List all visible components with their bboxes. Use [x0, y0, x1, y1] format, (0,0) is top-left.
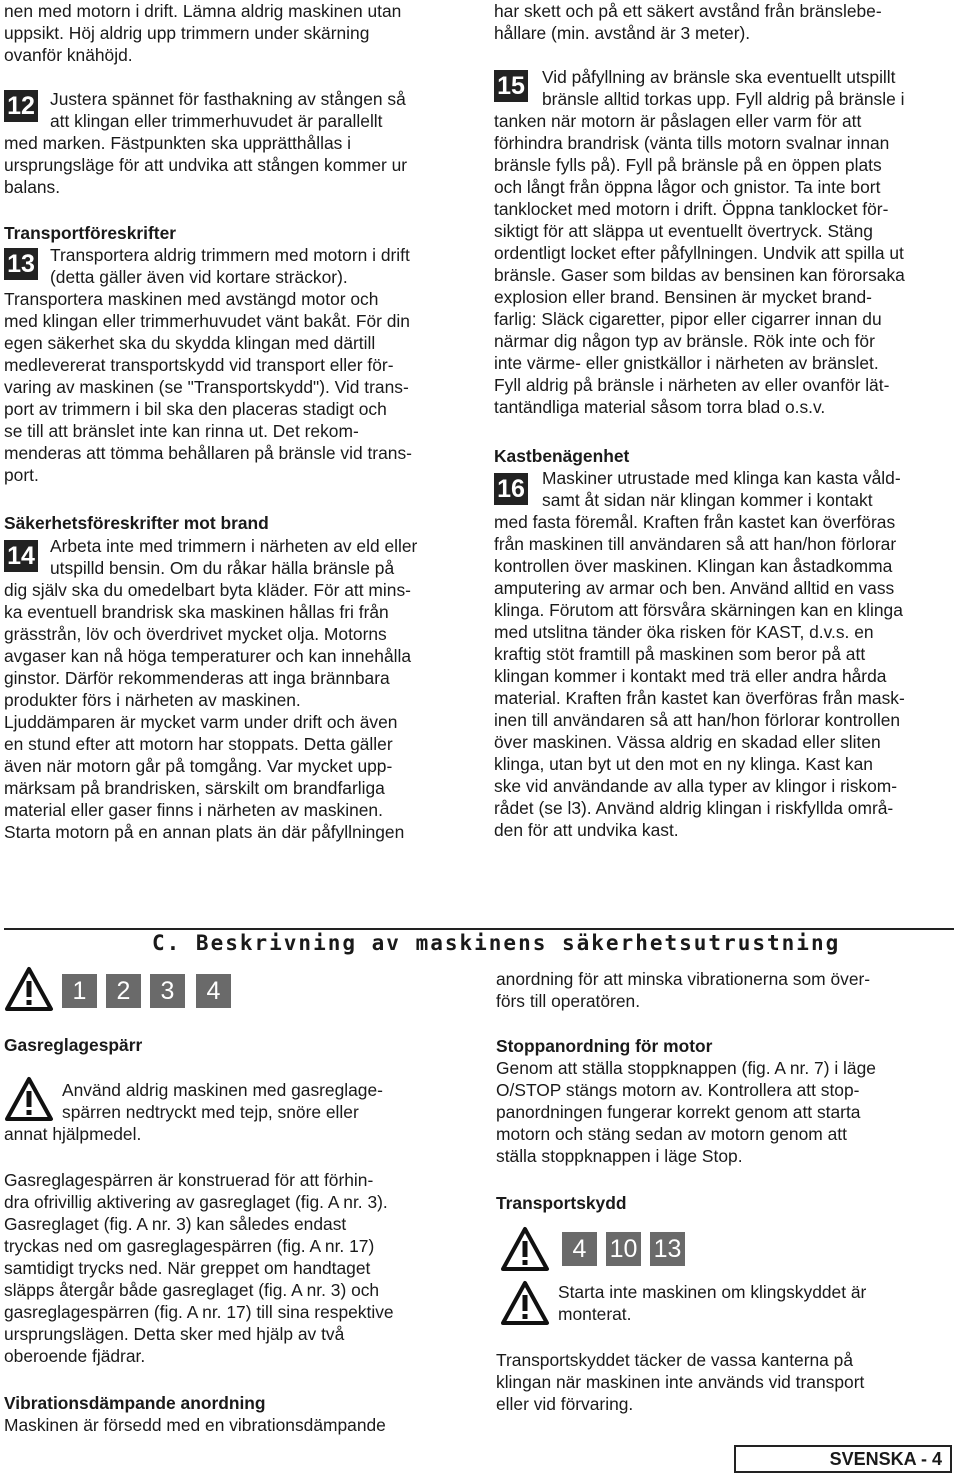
reference-box: 10	[606, 1232, 641, 1266]
reference-box: 4	[196, 974, 231, 1008]
text-line: med klingan eller trimmerhuvudet vänt bakåt. För din	[4, 311, 410, 331]
text-line: se till att bränslet inte kan rinna ut. Det rekom-	[4, 421, 359, 441]
text-line: Starta motorn på en annan plats än där påfyllningen	[4, 822, 405, 842]
text-line: motorn och stäng sedan av motorn genom att	[496, 1124, 847, 1144]
text-line: har skett och på ett säkert avstånd från bränslebe-	[494, 1, 882, 21]
text-line: port av trimmern i bil ska den placeras stadigt och	[4, 399, 387, 419]
text-line: oberoende fjädrar.	[4, 1346, 146, 1366]
text-line: Vid påfyllning av bränsle ska eventuellt utspillt	[542, 67, 896, 87]
text-line: Starta inte maskinen om klingskyddet är	[558, 1282, 867, 1302]
text-line: den för att undvika kast.	[494, 820, 679, 840]
text-line: Använd aldrig maskinen med gasreglage-	[62, 1080, 383, 1100]
text-line: bränsle. Gaser som bildas av bensinen kan förorsaka	[494, 265, 905, 285]
section-heading: Vibrationsdämpande anordning	[4, 1393, 266, 1413]
text-line: märksam på brandrisken, särskilt om brandfarliga	[4, 778, 385, 798]
text-line: panordningen fungerar korrekt genom att starta	[496, 1102, 861, 1122]
right-lower-column	[496, 968, 956, 1438]
text-line: produkter förs i närheten av maskinen.	[4, 690, 301, 710]
text-line: grässtrån, löv och överdrivet mycket olja. Motorns	[4, 624, 387, 644]
reference-box: 2	[106, 974, 141, 1008]
text-line: (detta gäller även vid kortare sträckor).	[50, 267, 348, 287]
text-line: att klingan eller trimmerhuvudet är parallellt	[50, 111, 383, 131]
section-title: C. Beskrivning av maskinens säkerhetsutrustning	[152, 931, 841, 955]
text-line: Maskinen är försedd med en vibrationsdämpande	[4, 1415, 386, 1435]
text-line: Fyll aldrig på bränsle i närheten av eller ovanför lät-	[494, 375, 890, 395]
text-line: tryckas ned om gasreglagespärren (fig. A nr. 17)	[4, 1236, 375, 1256]
text-line: Transportera aldrig trimmern med motorn i drift	[50, 245, 410, 265]
text-line: uppsikt. Höj aldrig upp trimmern under skärning	[4, 23, 370, 43]
text-line: Transportskyddet täcker de vassa kanterna på	[496, 1350, 854, 1370]
text-line: amputering av armar och ben. Använd alltid en vass	[494, 578, 895, 598]
text-line: anordning för att minska vibrationerna som över-	[496, 969, 871, 989]
text-line: nen med motorn i drift. Lämna aldrig maskinen utan	[4, 1, 402, 21]
text-line: släpps återgår både gasreglaget (fig. A nr. 3) och	[4, 1280, 380, 1300]
text-line: rådet (se l3). Använd aldrig klingan i riskfyllda områ-	[494, 798, 894, 818]
section-heading: Gasreglagespärr	[4, 1035, 143, 1055]
text-line: egen säkerhet ska du skydda klingan med därtill	[4, 333, 376, 353]
text-line: Genom att ställa stoppknappen (fig. A nr. 7) i läge	[496, 1058, 876, 1078]
item-number-badge: 12	[4, 90, 38, 122]
text-line: kraftig stöt framtill på maskinen som beror på att	[494, 644, 866, 664]
text-line: inte värme- eller gnistkällor i närheten av bränslet.	[494, 353, 879, 373]
text-line: tantändliga material såsom torra blad o.s.v.	[494, 397, 826, 417]
text-line: ka eventuell brandrisk ska maskinen hållas fri från	[4, 602, 389, 622]
text-line: klinga, utan byt ut den mot en ny klinga. Kast kan	[494, 754, 873, 774]
text-line: bränsle alltid torkas upp. Fyll aldrig på bränsle i	[542, 89, 905, 109]
section-heading: Transportföreskrifter	[4, 223, 177, 243]
item-number-badge: 13	[4, 248, 38, 280]
text-line: Gasreglagespärren är konstruerad för att förhin-	[4, 1170, 374, 1190]
text-line: klingan kommer i kontakt med trä eller andra hårda	[494, 666, 887, 686]
text-line: utspilld bensin. Om du råkar hälla bränsle på	[50, 558, 395, 578]
text-line: Maskiner utrustade med klinga kan kasta våld-	[542, 468, 901, 488]
text-line: Justera spännet för fasthakning av stången så	[50, 89, 406, 109]
warning-triangle-icon	[4, 1076, 54, 1122]
text-line: ordentligt locket efter påfyllningen. Undvik att spilla ut	[494, 243, 904, 263]
text-line: Gasreglaget (fig. A nr. 3) kan således endast	[4, 1214, 347, 1234]
text-line: Transportera maskinen med avstängd motor och	[4, 289, 379, 309]
item-number-badge: 16	[494, 473, 528, 505]
text-line: annat hjälpmedel.	[4, 1124, 142, 1144]
text-line: med marken. Fästpunkten ska upprätthållas i	[4, 133, 352, 153]
section-heading: Stoppanordning för motor	[496, 1036, 713, 1056]
text-line: ginstor. Därför rekommenderas att inga brännbara	[4, 668, 390, 688]
text-line: material. Kraften från kastet kan överföras från mask-	[494, 688, 905, 708]
text-line: Arbeta inte med trimmern i närheten av eld eller	[50, 536, 418, 556]
text-line: dig själv ska du omedelbart byta kläder. För att mins-	[4, 580, 411, 600]
text-line: hållare (min. avstånd är 3 meter).	[494, 23, 751, 43]
text-line: från maskinen till användaren så att han/hon förlorar	[494, 534, 897, 554]
section-heading: Kastbenägenhet	[494, 446, 630, 466]
reference-box: 3	[150, 974, 185, 1008]
text-line: farlig: Släck cigaretter, pipor eller cigarrer innan du	[494, 309, 882, 329]
text-line: port.	[4, 465, 39, 485]
text-line: varing av maskinen (se "Transportskydd"). Vid trans-	[4, 377, 409, 397]
text-line: ursprungsläge för att undvika att stången kommer ur	[4, 155, 408, 175]
reference-box: 4	[562, 1232, 597, 1266]
section-heading: Säkerhetsföreskrifter mot brand	[4, 513, 269, 533]
text-line: O/STOP stängs motorn av. Kontrollera att stop-	[496, 1080, 860, 1100]
text-line: även när motorn går på tomgång. Var mycket upp-	[4, 756, 393, 776]
text-line: spärren nedtryckt med tejp, snöre eller	[62, 1102, 359, 1122]
warning-triangle-icon	[500, 1280, 550, 1326]
text-line: en stund efter att motorn har stoppats. Detta gäller	[4, 734, 393, 754]
text-line: explosion eller brand. Bensinen är mycket brand-	[494, 287, 872, 307]
right-column	[494, 0, 956, 860]
left-lower-column	[4, 1034, 474, 1446]
text-line: ske vid användande av alla typer av klingor i riskom-	[494, 776, 898, 796]
text-line: menderas att tömma behållaren på bränsle vid trans-	[4, 443, 412, 463]
text-line: dra ofrivillig aktivering av gasreglaget (fig. A nr. 3).	[4, 1192, 388, 1212]
text-line: siktigt för att släppa ut eventuellt övertryck. Stäng	[494, 221, 873, 241]
text-line: med utslitna tänder öka risken för KAST, d.v.s. en	[494, 622, 874, 642]
item-number-badge: 15	[494, 70, 528, 102]
text-line: balans.	[4, 177, 61, 197]
warning-triangle-icon	[500, 1226, 550, 1272]
reference-box: 1	[62, 974, 97, 1008]
text-line: medlevererat transportskydd vid transport eller för-	[4, 355, 394, 375]
text-line: eller vid förvaring.	[496, 1394, 634, 1414]
reference-box: 13	[650, 1232, 685, 1266]
section-heading: Transportskydd	[496, 1193, 627, 1213]
text-line: Ljuddämparen är mycket varm under drift och även	[4, 712, 398, 732]
text-line: klingan när maskinen inte används vid transport	[496, 1372, 865, 1392]
text-line: kontrollen över maskinen. Klingan kan åstadkomma	[494, 556, 893, 576]
text-line: gasreglagespärren (fig. A nr. 17) till sina respektive	[4, 1302, 394, 1322]
text-line: avgaser kan nå höga temperaturer och kan innehålla	[4, 646, 412, 666]
text-line: monterat.	[558, 1304, 632, 1324]
text-line: samtidigt trycks ned. När greppet om handtaget	[4, 1258, 371, 1278]
text-line: ursprungslägen. Detta sker med hjälp av två	[4, 1324, 345, 1344]
text-line: tanken när motorn är påslagen eller varm för att	[494, 111, 862, 131]
text-line: förs till operatören.	[496, 991, 641, 1011]
text-line: ovanför knähöjd.	[4, 45, 133, 65]
left-column	[4, 0, 474, 860]
page-footer-label: SVENSKA - 4	[734, 1445, 952, 1473]
text-line: inen till användaren så att han/hon förlorar kontrollen	[494, 710, 901, 730]
text-line: material eller gaser finns i närheten av maskinen.	[4, 800, 383, 820]
text-line: närmar dig någon typ av bränsle. Rök inte och för	[494, 331, 875, 351]
text-line: bränsle fylls på). Fyll på bränsle på en öppen plats	[494, 155, 882, 175]
text-line: ställa stoppknappen i läge Stop.	[496, 1146, 743, 1166]
warning-triangle-icon	[4, 966, 54, 1012]
text-line: klinga. Förutom att försvåra skärningen kan en klinga	[494, 600, 903, 620]
item-number-badge: 14	[4, 540, 38, 572]
text-line: samt åt sidan när klingan kommer i kontakt	[542, 490, 873, 510]
text-line: över maskinen. Vässa aldrig en skadad eller sliten	[494, 732, 881, 752]
text-line: med fasta föremål. Kraften från kastet kan överföras	[494, 512, 896, 532]
text-line: förhindra brandrisk (vänta tills motorn svalnar innan	[494, 133, 890, 153]
text-line: tanklocket med motorn i drift. Öppna tanklocket för-	[494, 199, 889, 219]
text-line: och långt från öppna lågor och gnistor. Ta inte bort	[494, 177, 881, 197]
